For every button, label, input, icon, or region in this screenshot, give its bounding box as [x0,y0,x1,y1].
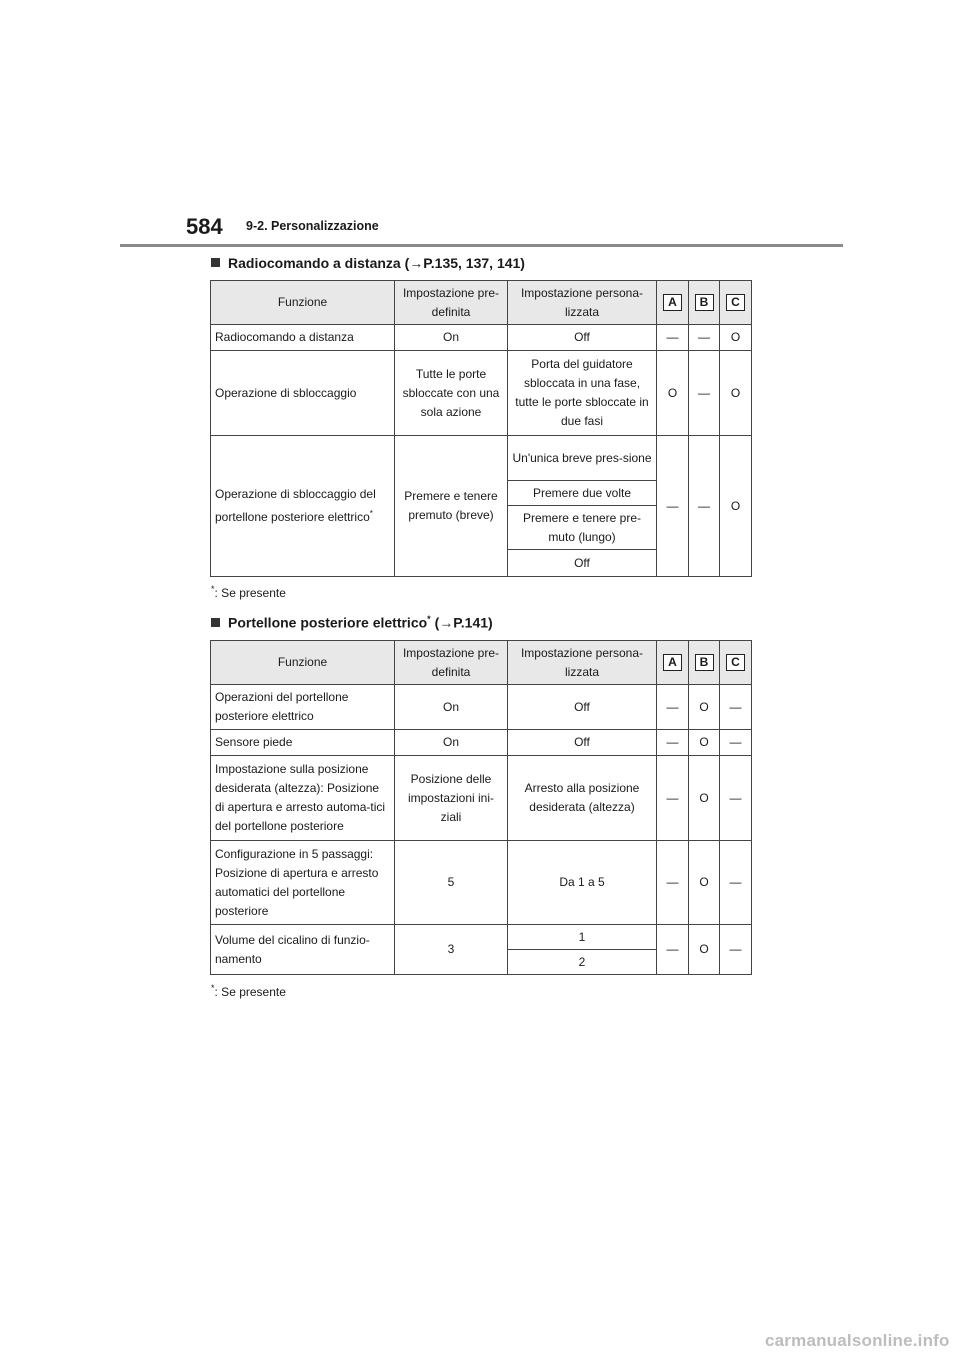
col-header-a: A [663,654,682,671]
col-header-a: A [663,294,682,311]
cell-a: — [657,685,689,730]
cell-a: — [657,730,689,756]
cell-predefinita: On [395,730,508,756]
table-portellone [210,640,752,975]
cell-predefinita: 5 [395,841,508,925]
cell-option: Premere due volte [508,481,657,506]
table-row [211,351,752,436]
cell-option: Premere e tenere pre-muto (lungo) [508,506,657,550]
header-rule [120,244,843,247]
cell-funzione: Impostazione sulla posizione desiderata (altezza): Posizione di apertura e arresto automa-tici del portellone posteriore [211,756,395,841]
cell-b: O [689,841,720,925]
cell-predefinita: Posizione delle impostazioni ini-ziali [395,756,508,841]
col-header-personalizzata: Impostazione persona-lizzata [508,641,657,685]
table-header-row [211,281,752,325]
table-row [211,436,752,481]
cell-funzione: Sensore piede [211,730,395,756]
table-row [211,730,752,756]
cell-predefinita: Premere e tenere premuto (breve) [395,436,508,577]
cell-predefinita: 3 [395,925,508,975]
table-row [211,756,752,841]
cell-option: Off [508,550,657,577]
table-header-row [211,641,752,685]
col-header-personalizzata: Impostazione persona-lizzata [508,281,657,325]
cell-personalizzata: Off [508,730,657,756]
footnote-mark: * [369,509,373,518]
cell-b: O [689,730,720,756]
section-bullet-icon [211,258,220,267]
cell-c: — [720,685,752,730]
cell-funzione: Radiocomando a distanza [211,325,395,351]
cell-funzione: Operazioni del portellone posteriore elettrico [211,685,395,730]
cell-funzione: Configurazione in 5 passaggi: Posizione di apertura e arresto automatici del portellone posteriore [211,841,395,925]
col-header-predefinita: Impostazione pre-definita [395,281,508,325]
cell-c: O [720,351,752,436]
footnote: *: Se presente [211,983,286,999]
cell-c: O [720,325,752,351]
cell-personalizzata: Arresto alla posizione desiderata (altezza) [508,756,657,841]
cell-c: O [720,436,752,577]
cell-option: Un'unica breve pres-sione [508,436,657,481]
cell-c: — [720,841,752,925]
cell-predefinita: On [395,685,508,730]
cell-personalizzata: Off [508,685,657,730]
table-row [211,685,752,730]
cell-funzione: Volume del cicalino di funzio-namento [211,925,395,975]
chapter-title: 9-2. Personalizzazione [246,219,379,233]
cell-b: O [689,756,720,841]
cell-a: — [657,325,689,351]
section-title-portellone: Portellone posteriore elettrico* (→P.141) [211,614,493,631]
cell-personalizzata: Off [508,325,657,351]
cell-funzione: Operazione di sbloccaggio del portellone posteriore elettrico* [211,436,395,577]
cell-option: 2 [508,950,657,975]
cell-b: — [689,325,720,351]
footnote: *: Se presente [211,584,286,600]
site-watermark: carmanualsonline.info [765,1331,950,1350]
cell-b: O [689,925,720,975]
section-bullet-icon [211,618,220,627]
cell-predefinita: On [395,325,508,351]
table-row [211,925,752,950]
cell-a: — [657,756,689,841]
table-row [211,841,752,925]
cell-a: — [657,925,689,975]
col-header-c: C [726,294,745,311]
col-header-predefinita: Impostazione pre-definita [395,641,508,685]
table-row [211,325,752,351]
cell-predefinita: Tutte le porte sbloccate con una sola azione [395,351,508,436]
cell-a: — [657,436,689,577]
col-header-c: C [726,654,745,671]
col-header-funzione: Funzione [211,281,395,325]
cell-personalizzata: Porta del guidatore sbloccata in una fase, tutte le porte sbloccate in due fasi [508,351,657,436]
table-radiocomando [210,280,752,577]
section-title-radiocomando: Radiocomando a distanza (→P.135, 137, 141) [211,255,525,271]
cell-a: — [657,841,689,925]
cell-c: — [720,730,752,756]
page-number: 584 [186,214,223,239]
col-header-b: B [695,294,714,311]
cell-personalizzata: Da 1 a 5 [508,841,657,925]
cell-c: — [720,756,752,841]
cell-b: — [689,436,720,577]
cell-option: 1 [508,925,657,950]
cell-funzione: Operazione di sbloccaggio [211,351,395,436]
cell-b: — [689,351,720,436]
cell-c: — [720,925,752,975]
cell-b: O [689,685,720,730]
cell-a: O [657,351,689,436]
col-header-b: B [695,654,714,671]
col-header-funzione: Funzione [211,641,395,685]
